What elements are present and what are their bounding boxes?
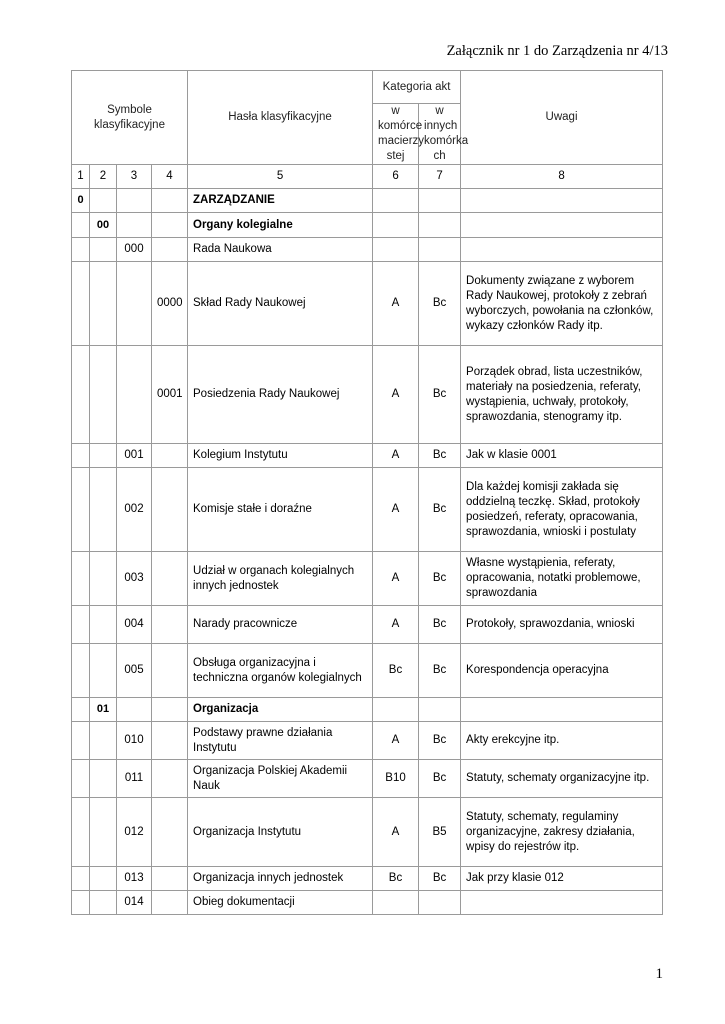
symbol-level-3 <box>117 698 152 722</box>
column-numbers-row <box>72 165 663 189</box>
symbol-level-4 <box>152 798 188 867</box>
entry-name: Organy kolegialne <box>188 213 373 238</box>
remarks: Jak w klasie 0001 <box>461 444 663 468</box>
remarks <box>461 213 663 238</box>
symbol-level-1 <box>72 444 90 468</box>
category-other: Bc <box>419 760 461 798</box>
remarks <box>461 189 663 213</box>
table-row <box>72 698 663 722</box>
table-row <box>72 238 663 262</box>
category-other: Bc <box>419 468 461 552</box>
category-parent <box>373 238 419 262</box>
symbol-level-2 <box>90 262 117 346</box>
symbol-level-3: 004 <box>117 606 152 644</box>
header-remarks: Uwagi <box>461 71 663 165</box>
table-row <box>72 346 663 444</box>
classification-table <box>71 70 663 915</box>
symbol-level-3: 011 <box>117 760 152 798</box>
category-other: B5 <box>419 798 461 867</box>
symbol-level-4 <box>152 644 188 698</box>
category-other <box>419 189 461 213</box>
category-other: Bc <box>419 444 461 468</box>
header-category-parent: w komórce macierzy stej <box>373 104 419 165</box>
remarks: Akty erekcyjne itp. <box>461 722 663 760</box>
category-parent: A <box>373 444 419 468</box>
symbol-level-4 <box>152 552 188 606</box>
symbol-level-3: 010 <box>117 722 152 760</box>
table-row <box>72 867 663 891</box>
column-number: 2 <box>90 165 117 189</box>
category-other <box>419 213 461 238</box>
header-entries: Hasła klasyfikacyjne <box>188 71 373 165</box>
category-parent <box>373 891 419 915</box>
remarks: Własne wystąpienia, referaty, opracowania, notatki problemowe, sprawozdania <box>461 552 663 606</box>
table-row <box>72 444 663 468</box>
symbol-level-4 <box>152 189 188 213</box>
category-parent <box>373 698 419 722</box>
category-parent: A <box>373 552 419 606</box>
table-row <box>72 262 663 346</box>
table-row <box>72 891 663 915</box>
symbol-level-3: 000 <box>117 238 152 262</box>
entry-name: ZARZĄDZANIE <box>188 189 373 213</box>
symbol-level-3: 012 <box>117 798 152 867</box>
symbol-level-3 <box>117 346 152 444</box>
entry-name: Posiedzenia Rady Naukowej <box>188 346 373 444</box>
entry-name: Organizacja <box>188 698 373 722</box>
entry-name: Udział w organach kolegialnych innych jednostek <box>188 552 373 606</box>
symbol-level-4 <box>152 722 188 760</box>
entry-name: Obieg dokumentacji <box>188 891 373 915</box>
symbol-level-1 <box>72 213 90 238</box>
table-row <box>72 468 663 552</box>
symbol-level-2 <box>90 189 117 213</box>
category-parent: A <box>373 468 419 552</box>
symbol-level-4 <box>152 444 188 468</box>
table-row <box>72 644 663 698</box>
category-other: Bc <box>419 552 461 606</box>
category-other: Bc <box>419 262 461 346</box>
column-number: 7 <box>419 165 461 189</box>
symbol-level-2 <box>90 722 117 760</box>
remarks <box>461 698 663 722</box>
symbol-level-1 <box>72 644 90 698</box>
symbol-level-1 <box>72 698 90 722</box>
symbol-level-1 <box>72 468 90 552</box>
symbol-level-2 <box>90 760 117 798</box>
symbol-level-2 <box>90 444 117 468</box>
category-parent: A <box>373 262 419 346</box>
symbol-level-1 <box>72 346 90 444</box>
symbol-level-2 <box>90 552 117 606</box>
category-other <box>419 698 461 722</box>
symbol-level-1 <box>72 552 90 606</box>
symbol-level-1 <box>72 238 90 262</box>
symbol-level-3 <box>117 189 152 213</box>
symbol-level-4 <box>152 213 188 238</box>
column-number: 4 <box>152 165 188 189</box>
header-category-other: w innych komórka ch <box>419 104 461 165</box>
remarks: Korespondencja operacyjna <box>461 644 663 698</box>
category-other <box>419 238 461 262</box>
column-number: 8 <box>461 165 663 189</box>
symbol-level-2 <box>90 644 117 698</box>
remarks: Porządek obrad, lista uczestników, materiały na posiedzenia, referaty, wystąpienia, uchwały, protokoły, sprawozdania, stenogramy itp. <box>461 346 663 444</box>
symbol-level-4: 0001 <box>152 346 188 444</box>
symbol-level-4 <box>152 468 188 552</box>
column-number: 6 <box>373 165 419 189</box>
entry-name: Organizacja Instytutu <box>188 798 373 867</box>
page-number: 1 <box>655 966 663 982</box>
symbol-level-2: 01 <box>90 698 117 722</box>
symbol-level-3: 013 <box>117 867 152 891</box>
entry-name: Organizacja innych jednostek <box>188 867 373 891</box>
category-other: Bc <box>419 606 461 644</box>
table-row <box>72 722 663 760</box>
category-parent: A <box>373 346 419 444</box>
symbol-level-3 <box>117 262 152 346</box>
category-other: Bc <box>419 722 461 760</box>
table-row <box>72 213 663 238</box>
symbol-level-3: 005 <box>117 644 152 698</box>
table-row <box>72 606 663 644</box>
symbol-level-2 <box>90 606 117 644</box>
symbol-level-1 <box>72 798 90 867</box>
symbol-level-3: 014 <box>117 891 152 915</box>
category-other: Bc <box>419 644 461 698</box>
table-row <box>72 760 663 798</box>
entry-name: Obsługa organizacyjna i techniczna organów kolegialnych <box>188 644 373 698</box>
remarks <box>461 891 663 915</box>
header-category: Kategoria akt <box>373 71 461 104</box>
remarks: Dla każdej komisji zakłada się oddzielną teczkę. Skład, protokoły posiedzeń, referaty, opracowania, sprawozdania, wnioski i postulaty <box>461 468 663 552</box>
symbol-level-1 <box>72 891 90 915</box>
symbol-level-1 <box>72 867 90 891</box>
category-other: Bc <box>419 346 461 444</box>
entry-name: Rada Naukowa <box>188 238 373 262</box>
category-parent <box>373 213 419 238</box>
symbol-level-3: 003 <box>117 552 152 606</box>
symbol-level-2 <box>90 238 117 262</box>
symbol-level-1 <box>72 760 90 798</box>
column-number: 3 <box>117 165 152 189</box>
symbol-level-1 <box>72 722 90 760</box>
category-other: Bc <box>419 867 461 891</box>
remarks: Statuty, schematy organizacyjne itp. <box>461 760 663 798</box>
entry-name: Skład Rady Naukowej <box>188 262 373 346</box>
table-row <box>72 798 663 867</box>
symbol-level-4 <box>152 891 188 915</box>
category-parent: A <box>373 798 419 867</box>
entry-name: Kolegium Instytutu <box>188 444 373 468</box>
symbol-level-4 <box>152 760 188 798</box>
entry-name: Podstawy prawne działania Instytutu <box>188 722 373 760</box>
symbol-level-2: 00 <box>90 213 117 238</box>
header-symbols: Symbole klasyfikacyjne <box>72 71 188 165</box>
category-parent: B10 <box>373 760 419 798</box>
symbol-level-4 <box>152 238 188 262</box>
symbol-level-2 <box>90 867 117 891</box>
category-parent: A <box>373 606 419 644</box>
category-parent: A <box>373 722 419 760</box>
symbol-level-2 <box>90 891 117 915</box>
remarks: Protokoły, sprawozdania, wnioski <box>461 606 663 644</box>
category-other <box>419 891 461 915</box>
table-row <box>72 189 663 213</box>
column-number: 5 <box>188 165 373 189</box>
category-parent <box>373 189 419 213</box>
symbol-level-1 <box>72 606 90 644</box>
symbol-level-3: 001 <box>117 444 152 468</box>
symbol-level-2 <box>90 468 117 552</box>
symbol-level-3: 002 <box>117 468 152 552</box>
category-parent: Bc <box>373 644 419 698</box>
symbol-level-1: 0 <box>72 189 90 213</box>
symbol-level-4 <box>152 606 188 644</box>
remarks: Statuty, schematy, regulaminy organizacyjne, zakresy działania, wpisy do rejestrów itp. <box>461 798 663 867</box>
symbol-level-4 <box>152 698 188 722</box>
column-number: 1 <box>72 165 90 189</box>
entry-name: Komisje stałe i doraźne <box>188 468 373 552</box>
symbol-level-4 <box>152 867 188 891</box>
symbol-level-4: 0000 <box>152 262 188 346</box>
symbol-level-2 <box>90 346 117 444</box>
remarks: Jak przy klasie 012 <box>461 867 663 891</box>
page-header: Załącznik nr 1 do Zarządzenia nr 4/13 <box>446 43 668 59</box>
remarks <box>461 238 663 262</box>
symbol-level-3 <box>117 213 152 238</box>
table-row <box>72 552 663 606</box>
entry-name: Organizacja Polskiej Akademii Nauk <box>188 760 373 798</box>
remarks: Dokumenty związane z wyborem Rady Naukowej, protokoły z zebrań wyborczych, powołania na członków, wykazy członków Rady itp. <box>461 262 663 346</box>
symbol-level-2 <box>90 798 117 867</box>
entry-name: Narady pracownicze <box>188 606 373 644</box>
symbol-level-1 <box>72 262 90 346</box>
category-parent: Bc <box>373 867 419 891</box>
